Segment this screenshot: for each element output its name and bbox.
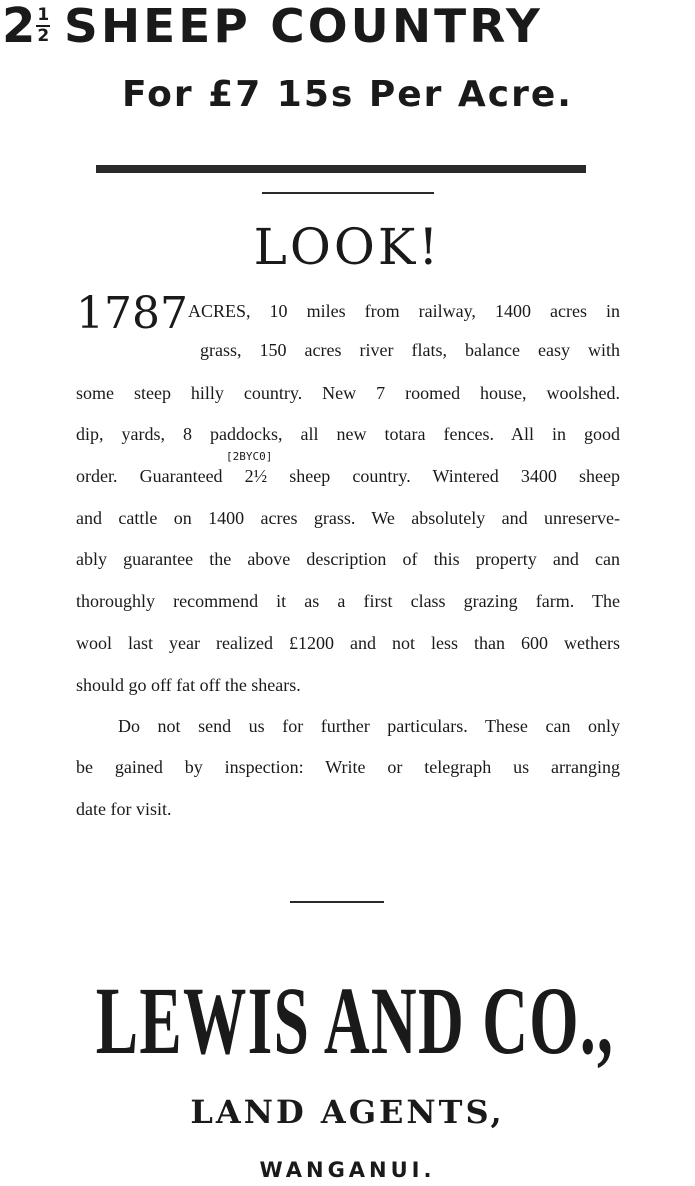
headline-fraction-denominator: 2 bbox=[37, 26, 50, 46]
body-line-8: thoroughly recommend it as a first class grazing farm. The bbox=[76, 591, 620, 611]
firm-tagline: LAND AGENTS, bbox=[190, 1093, 505, 1131]
headline-fraction bbox=[36, 7, 50, 45]
headline bbox=[0, 0, 695, 52]
firm-name: LEWIS AND CO., bbox=[95, 966, 615, 1074]
body-line-13: date for visit. bbox=[76, 799, 172, 819]
body-line-4: dip, yards, 8 paddocks, all new totara fences. All in good bbox=[76, 424, 620, 444]
firm-location: WANGANUI. bbox=[259, 1158, 436, 1182]
headline-fraction-numerator: 1 bbox=[37, 5, 50, 25]
body-line-11: Do not send us for further particulars. These can only bbox=[118, 716, 620, 736]
acreage-figure: 1787 bbox=[76, 288, 188, 339]
catalogue-annotation: [2BYC0] bbox=[226, 450, 273, 463]
body-line-10: should go off fat off the shears. bbox=[76, 675, 301, 695]
short-divider bbox=[290, 901, 384, 903]
body-line-12: be gained by inspection: Write or telegraph us arranging bbox=[76, 757, 620, 777]
body-line-7: ably guarantee the above description of this property and can bbox=[76, 549, 620, 569]
thin-divider bbox=[262, 192, 434, 194]
headline-text: SHEEP COUNTRY bbox=[64, 0, 544, 53]
subheadline: For £7 15s Per Acre. bbox=[122, 74, 573, 115]
headline-fraction-whole: 2 bbox=[2, 0, 36, 54]
body-line-5: order. Guaranteed 2½ sheep country. Wintered 3400 sheep bbox=[76, 466, 620, 486]
look-heading: LOOK! bbox=[253, 218, 442, 276]
thick-divider bbox=[96, 165, 586, 173]
body-line-9: wool last year realized £1200 and not less than 600 wethers bbox=[76, 633, 620, 653]
body-line-6: and cattle on 1400 acres grass. We absolutely and unreserve- bbox=[76, 508, 620, 528]
body-line-2: grass, 150 acres river flats, balance easy with bbox=[200, 340, 620, 360]
body-line-3: some steep hilly country. New 7 roomed house, woolshed. bbox=[76, 383, 620, 403]
body-line-1: ACRES, 10 miles from railway, 1400 acres in bbox=[188, 301, 620, 321]
